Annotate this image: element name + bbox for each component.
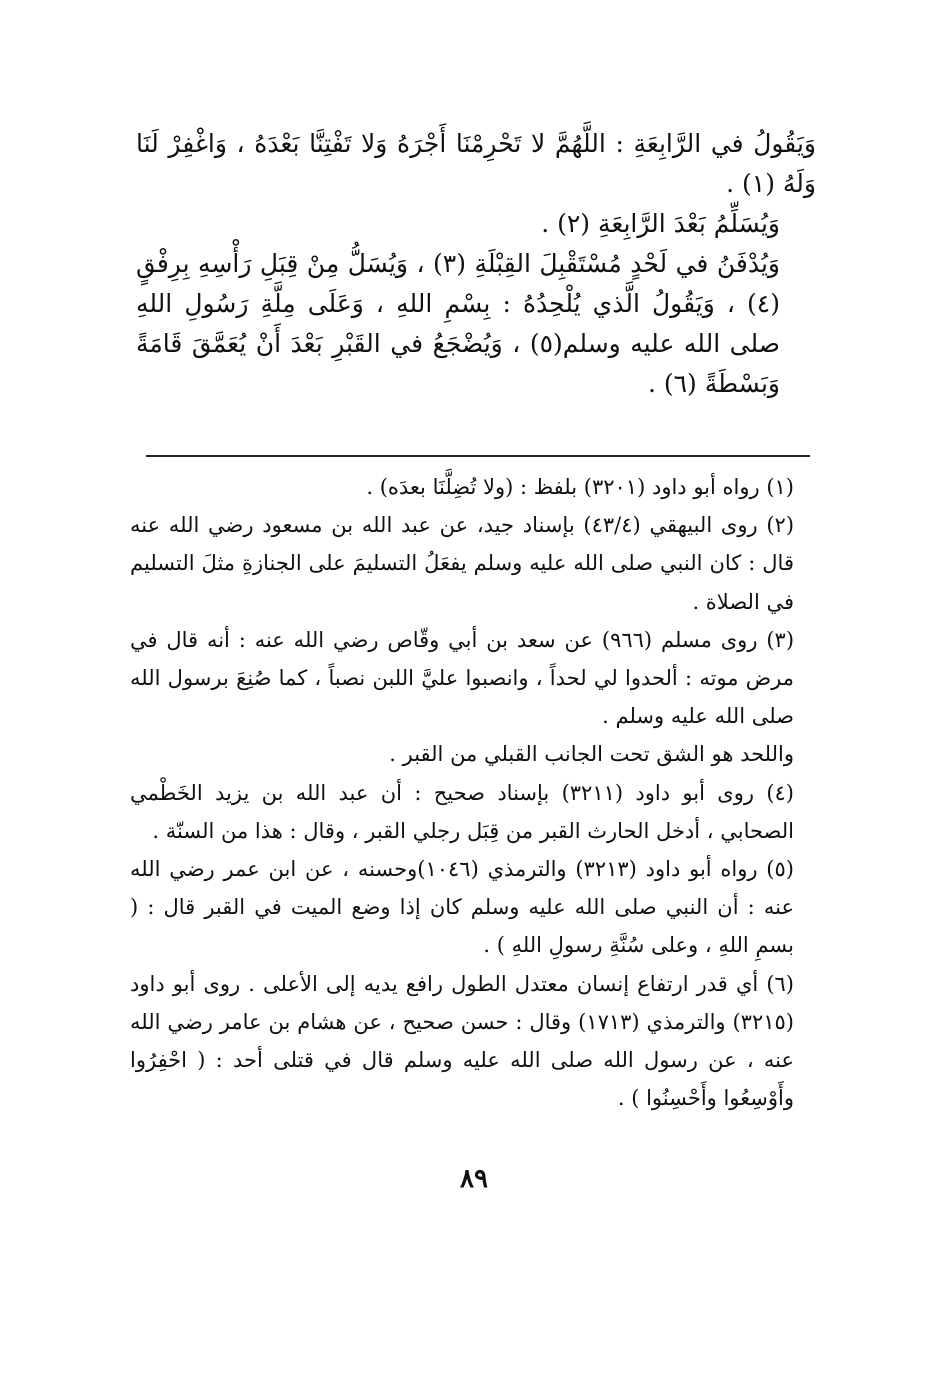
- footnote-3-continued: واللحد هو الشق تحت الجانب القبلي من القبر .: [389, 742, 794, 767]
- page-number: ٨٩: [460, 1164, 488, 1194]
- main-paragraph: وَيُسَلِّمُ بَعْدَ الرَّابِعَةِ (٢) .: [541, 209, 780, 238]
- main-text-block: [136, 124, 816, 404]
- main-paragraph: وَيَقُولُ في الرَّابِعَةِ : اللَّهُمَّ لا تَحْرِمْنَا أَجْرَهُ وَلا تَفْتِنَّا بَعْدَهُ ، وَاغْفِرْ لَنَا وَلَهُ (١) .: [136, 129, 816, 198]
- footnotes-block: [130, 468, 816, 1117]
- footnote-6: (٦) أي قدر ارتفاع إنسان معتدل الطول رافع يديه إلى الأعلى . روى أبو داود (٣٢١٥) والترمذي (١٧١٣) وقال : حسن صحيح ، عن هشام بن عامر رضي الله عنه ، عن رسول الله صلى الله عليه وسلم قال في قتلى أحد : ( احْفِرُوا وأَوْسِعُوا وأَحْسِنُوا ) .: [130, 971, 794, 1111]
- footnote-separator: [146, 455, 810, 457]
- footnote-2: (٢) روى البيهقي (٤٣/٤) بإسناد جيد، عن عبد الله بن مسعود رضي الله عنه قال : كان النبي صلى الله عليه وسلم يفعَلُ التسليمَ على الجنازةِ مثلَ التسليم في الصلاة .: [130, 513, 795, 614]
- main-paragraph: وَيُدْفَنُ في لَحْدٍ مُسْتَقْبِلَ القِبْلَةِ (٣) ، وَيُسَلُّ مِنْ قِبَلِ رَأْسِهِ بِرِفْقٍ (٤) ، وَيَقُولُ الَّذي يُلْحِدُهُ : بِسْمِ اللهِ ، وَعَلَى مِلَّةِ رَسُولِ اللهِ صلى الله عليه وسلم(٥) ، وَيُضْجَعُ في القَبْرِ بَعْدَ أَنْ يُعَمَّقَ قَامَةً وَبَسْطَةً (٦) .: [136, 249, 780, 398]
- footnote-5: (٥) رواه أبو داود (٣٢١٣) والترمذي (١٠٤٦)وحسنه ، عن ابن عمر رضي الله عنه : أن النبي صلى الله عليه وسلم كان إذا وضع الميت في القبر قال : ( بسمِ اللهِ ، وعلى سُنَّةِ رسولِ اللهِ ) .: [130, 857, 794, 958]
- footnote-4: (٤) روى أبو داود (٣٢١١) بإسناد صحيح : أن عبد الله بن يزيد الخَطْمي الصحابي ، أدخل الحارث القبر من قِبَل رجلي القبر ، وقال : هذا من السنّة .: [130, 780, 794, 843]
- footnote-1: (١) رواه أبو داود (٣٢٠١) بلفظ : (ولا تُضِلَّنَا بعدَه) .: [366, 475, 794, 499]
- footnote-3: (٣) روى مسلم (٩٦٦) عن سعد بن أبي وقّاص رضي الله عنه : أنه قال في مرض موته : ألحدوا لي لحداً ، وانصبوا عليَّ اللبن نصباً ، كما صُنِعَ برسول الله صلى الله عليه وسلم .: [130, 627, 795, 729]
